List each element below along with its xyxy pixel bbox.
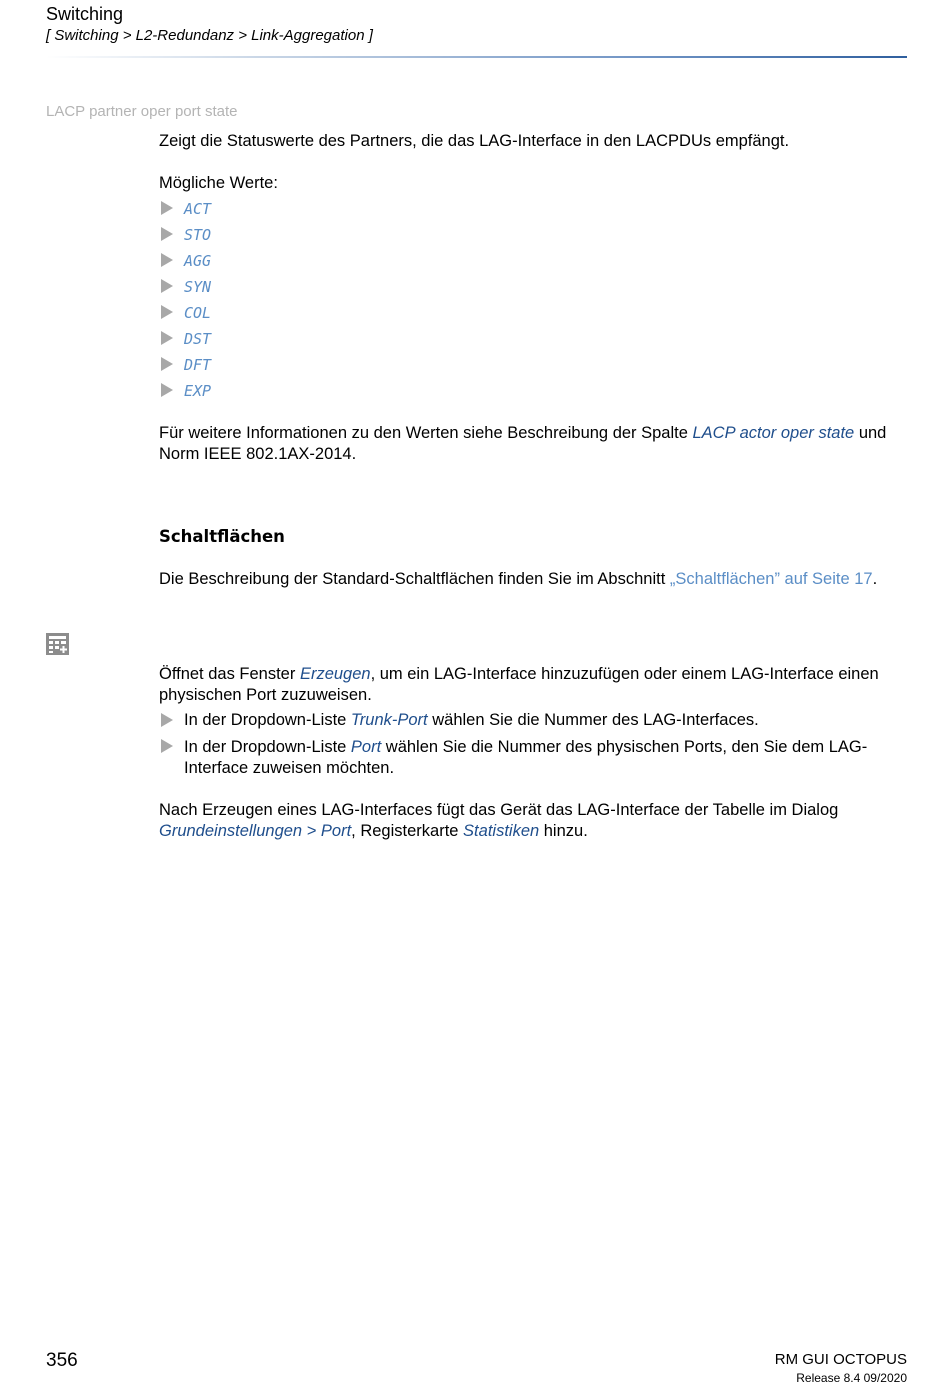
bullet-text-line2: Interface zuweisen möchten. bbox=[184, 759, 395, 777]
port-link[interactable]: Port bbox=[350, 738, 382, 756]
page-number: 356 bbox=[46, 1350, 78, 1371]
bullet-arrow-icon bbox=[161, 383, 173, 397]
bullet-text-after: wählen Sie die Nummer des LAG-Interfaces. bbox=[427, 711, 759, 729]
value-item: DFT bbox=[184, 356, 212, 374]
value-item: SYN bbox=[184, 278, 212, 296]
value-item: COL bbox=[184, 304, 212, 322]
intro-text: Zeigt die Statuswerte des Partners, die das LAG-Interface in den LACPDUs empfängt. bbox=[159, 132, 790, 150]
after-create-end: hinzu. bbox=[539, 822, 588, 840]
value-item: AGG bbox=[184, 252, 212, 270]
breadcrumb: [ Switching > L2-Redundanz > Link-Aggregation ] bbox=[46, 27, 373, 44]
header-divider bbox=[46, 56, 907, 58]
create-text-line2: physischen Port zuzuweisen. bbox=[159, 686, 372, 704]
table-add-icon[interactable] bbox=[46, 633, 69, 655]
more-info-after: und bbox=[854, 424, 887, 442]
bullet-text: In der Dropdown-Liste bbox=[184, 711, 351, 729]
create-text: Öffnet das Fenster bbox=[159, 665, 300, 683]
bullet-arrow-icon bbox=[161, 253, 173, 267]
after-create-mid: , Registerkarte bbox=[351, 822, 464, 840]
bullet-trunk-port bbox=[184, 710, 759, 731]
xref-schaltflaechen[interactable]: „Schaltflächen” auf Seite 17 bbox=[669, 570, 873, 588]
create-text-after: , um ein LAG-Interface hinzuzufügen oder einem LAG-Interface einen bbox=[370, 665, 879, 683]
bullet-arrow-icon bbox=[161, 201, 173, 215]
buttons-description bbox=[159, 569, 877, 590]
section-heading: Schaltflächen bbox=[159, 527, 285, 546]
bullet-arrow-icon bbox=[161, 331, 173, 345]
after-create-line1: Nach Erzeugen eines LAG-Interfaces fügt das Gerät das LAG-Interface der Tabelle im Dialog bbox=[159, 801, 839, 819]
erzeugen-link[interactable]: Erzeugen bbox=[299, 665, 371, 683]
bullet-arrow-icon bbox=[161, 305, 173, 319]
bullet-port bbox=[184, 737, 919, 779]
bullet-arrow-icon bbox=[161, 739, 173, 753]
release-info: Release 8.4 09/2020 bbox=[796, 1371, 907, 1385]
bullet-arrow-icon bbox=[161, 279, 173, 293]
bullet-arrow-icon bbox=[161, 357, 173, 371]
value-item: DST bbox=[184, 330, 212, 348]
value-item: ACT bbox=[184, 200, 212, 218]
bullet-arrow-icon bbox=[161, 713, 173, 727]
document-title: RM GUI OCTOPUS bbox=[774, 1351, 907, 1368]
buttons-text-end: . bbox=[872, 570, 878, 588]
value-item: EXP bbox=[184, 382, 212, 400]
grundeinstellungen-link[interactable]: Grundeinstellungen > Port bbox=[159, 822, 352, 840]
create-description bbox=[159, 664, 919, 706]
lacp-actor-link[interactable]: LACP actor oper state bbox=[692, 424, 855, 442]
term-label: LACP partner oper port state bbox=[46, 103, 238, 120]
values-label: Mögliche Werte: bbox=[159, 174, 278, 192]
value-item: STO bbox=[184, 226, 212, 244]
after-create-text bbox=[159, 800, 919, 842]
buttons-text: Die Beschreibung der Standard-Schaltflächen finden Sie im Abschnitt bbox=[159, 570, 670, 588]
page-header-title: Switching bbox=[46, 4, 124, 24]
more-info-text bbox=[159, 423, 919, 465]
bullet-text: In der Dropdown-Liste bbox=[184, 738, 351, 756]
bullet-text-after: wählen Sie die Nummer des physischen Ports, den Sie dem LAG- bbox=[381, 738, 868, 756]
more-info-line2: Norm IEEE 802.1AX-2014. bbox=[159, 445, 357, 463]
trunk-port-link[interactable]: Trunk-Port bbox=[350, 711, 428, 729]
statistiken-link[interactable]: Statistiken bbox=[463, 822, 540, 840]
more-info-before: Für weitere Informationen zu den Werten siehe Beschreibung der Spalte bbox=[159, 424, 693, 442]
bullet-arrow-icon bbox=[161, 227, 173, 241]
